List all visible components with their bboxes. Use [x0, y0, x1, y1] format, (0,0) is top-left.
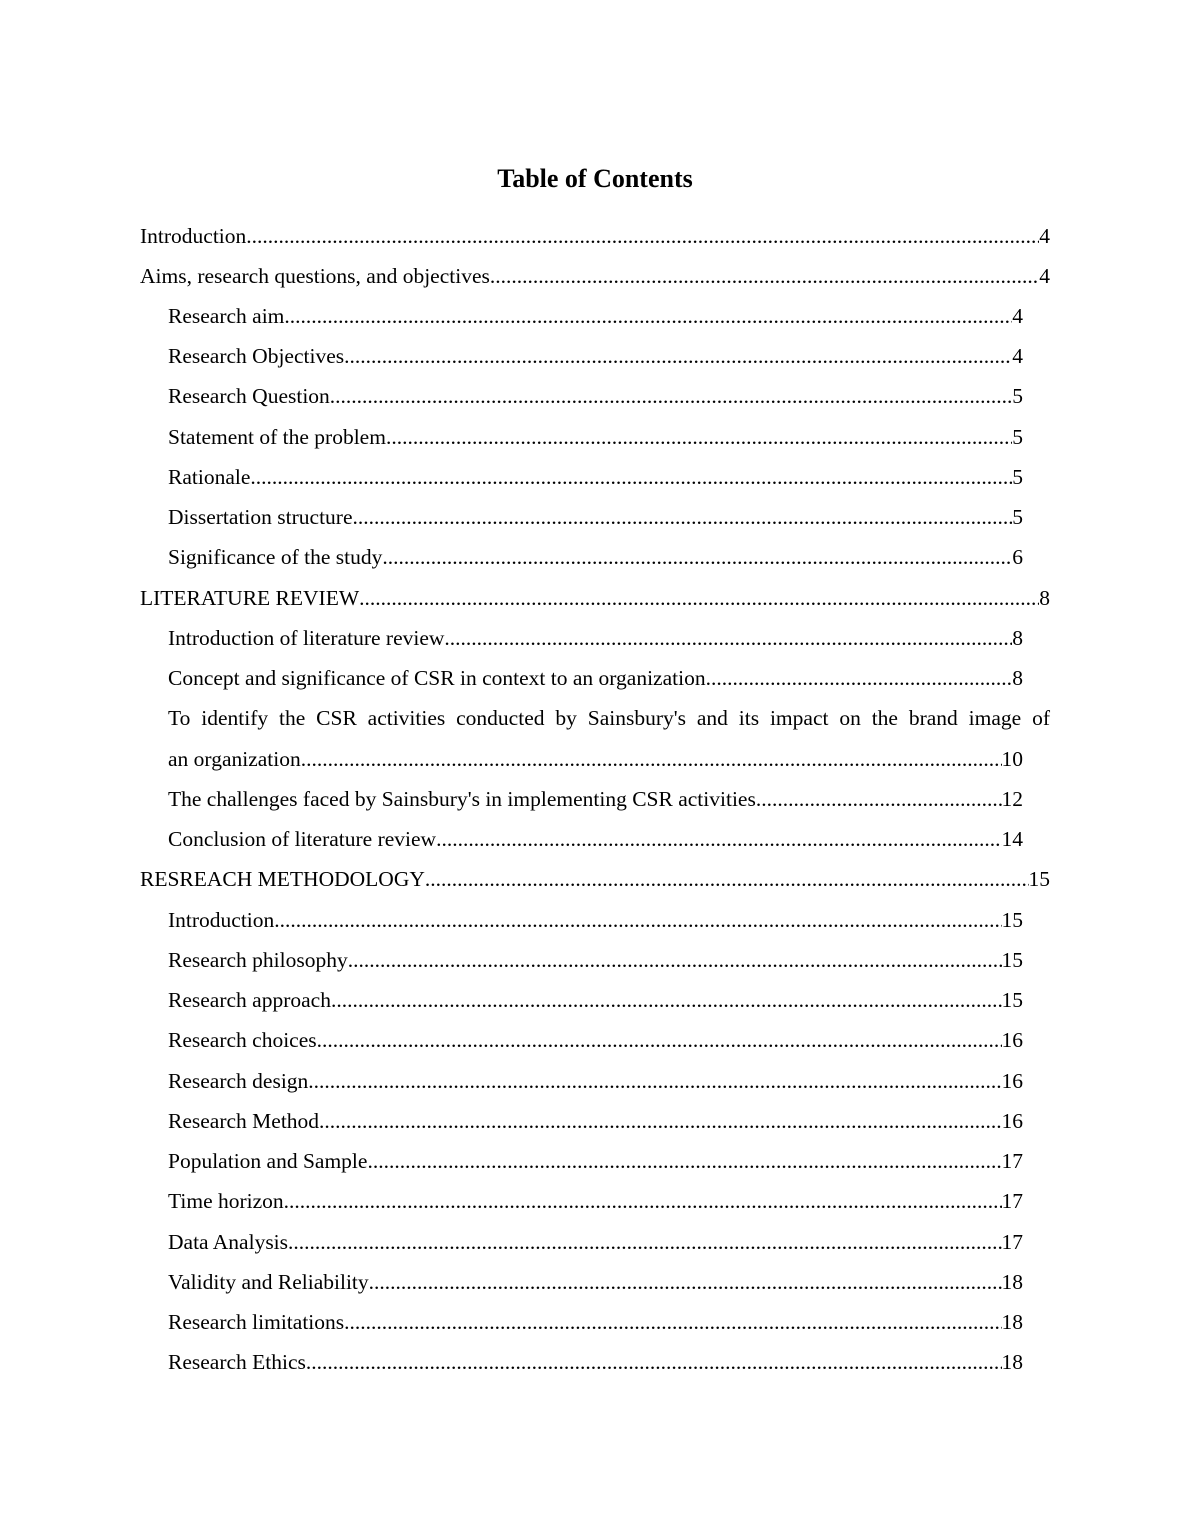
dot-leader — [367, 1141, 1001, 1181]
dot-leader — [330, 376, 1012, 416]
dot-leader — [382, 537, 1012, 577]
toc-entry-title: The challenges faced by Sainsbury's in implementing CSR activities — [168, 787, 756, 811]
toc-entry-title: LITERATURE REVIEW — [140, 586, 360, 610]
toc-entry-page: 18 — [1001, 1270, 1023, 1294]
toc-entry-page: 4 — [1012, 304, 1023, 328]
toc-entry-title: Research limitations — [168, 1310, 345, 1334]
toc-entry-conclusion-literature-review[interactable] — [168, 819, 1023, 859]
toc-entry-page: 5 — [1012, 384, 1023, 408]
toc-entry-time-horizon[interactable] — [168, 1181, 1023, 1221]
toc-entry-page: 15 — [1001, 948, 1023, 972]
toc-entry-csr-activities-line2[interactable] — [168, 739, 1023, 779]
toc-entry-csr-activities-line1[interactable]: To identify the CSR activities conducted by Sainsbury's and its impact on the brand image of — [168, 706, 1050, 730]
dot-leader — [425, 859, 1029, 899]
toc-entry-csr-challenges[interactable] — [168, 779, 1023, 819]
toc-entry-page: 6 — [1012, 545, 1023, 569]
toc-entry-title: Research Method — [168, 1109, 320, 1133]
dot-leader — [288, 1222, 1001, 1262]
page-title: Table of Contents — [497, 164, 693, 193]
toc-entry-aims[interactable] — [140, 256, 1050, 296]
dot-leader — [348, 940, 1002, 980]
toc-entry-research-approach[interactable] — [168, 980, 1023, 1020]
toc-entry-title: Research choices — [168, 1028, 317, 1052]
dot-leader — [344, 1302, 1001, 1342]
dot-leader — [436, 819, 1001, 859]
toc-entry-methodology-introduction[interactable] — [168, 900, 1023, 940]
toc-entry-dissertation-structure[interactable] — [168, 497, 1023, 537]
toc-entry-research-ethics[interactable] — [168, 1342, 1023, 1382]
toc-entry-significance[interactable] — [168, 537, 1023, 577]
toc-entry-title: Research design — [168, 1069, 309, 1093]
dot-leader — [319, 1101, 1001, 1141]
toc-entry-title: Research Question — [168, 384, 330, 408]
toc-entry-title: Research philosophy — [168, 948, 348, 972]
toc-entry-page: 10 — [1001, 747, 1023, 771]
toc-entry-title: Significance of the study — [168, 545, 383, 569]
toc-entry-page: 14 — [1001, 827, 1023, 851]
toc-entry-research-aim[interactable] — [168, 296, 1023, 336]
toc-entry-page: 8 — [1012, 666, 1023, 690]
toc-entry-page: 18 — [1001, 1310, 1023, 1334]
dot-leader — [284, 296, 1012, 336]
toc-entry-page: 16 — [1001, 1109, 1023, 1133]
toc-entry-page: 15 — [1001, 908, 1023, 932]
toc-entry-title: Statement of the problem — [168, 425, 386, 449]
toc-entry-page: 4 — [1012, 344, 1023, 368]
toc-entry-page: 5 — [1012, 505, 1023, 529]
dot-leader — [369, 1262, 1002, 1302]
dot-leader — [706, 658, 1013, 698]
toc-entry-data-analysis[interactable] — [168, 1222, 1023, 1262]
toc-entry-title: Research approach — [168, 988, 331, 1012]
toc-entry-csr-concept[interactable] — [168, 658, 1023, 698]
toc-entry-title: Data Analysis — [168, 1230, 289, 1254]
toc-entry-title: Aims, research questions, and objectives — [140, 264, 490, 288]
toc-entry-page: 16 — [1001, 1028, 1023, 1052]
dot-leader — [250, 457, 1012, 497]
dot-leader — [344, 336, 1012, 376]
toc-entry-page: 8 — [1039, 586, 1050, 610]
toc-entry-title: RESREACH METHODOLOGY — [140, 867, 425, 891]
toc-entry-research-design[interactable] — [168, 1061, 1023, 1101]
dot-leader — [386, 417, 1012, 457]
toc-entry-rationale[interactable] — [168, 457, 1023, 497]
dot-leader — [301, 739, 1002, 779]
dot-leader — [490, 256, 1039, 296]
toc-entry-validity-reliability[interactable] — [168, 1262, 1023, 1302]
toc-entry-title: Time horizon — [168, 1189, 284, 1213]
toc-entry-page: 12 — [1001, 787, 1023, 811]
dot-leader — [284, 1181, 1002, 1221]
toc-entry-research-choices[interactable] — [168, 1020, 1023, 1060]
toc-entry-title: Conclusion of literature review — [168, 827, 437, 851]
toc-entry-page: 17 — [1001, 1189, 1023, 1213]
toc-entry-page: 5 — [1012, 425, 1023, 449]
toc-entry-intro-literature-review[interactable] — [168, 618, 1023, 658]
toc-entry-title: Research Objectives — [168, 344, 345, 368]
toc-entry-page: 4 — [1039, 264, 1050, 288]
toc-entry-title: Introduction of literature review — [168, 626, 445, 650]
toc-entry-page: 8 — [1012, 626, 1023, 650]
toc-entry-title: Research aim — [168, 304, 285, 328]
dot-leader — [353, 497, 1013, 537]
toc-entry-research-question[interactable] — [168, 376, 1023, 416]
dot-leader — [306, 1342, 1002, 1382]
toc-entry-introduction[interactable] — [140, 216, 1050, 256]
dot-leader — [331, 980, 1002, 1020]
toc-entry-literature-review[interactable] — [140, 578, 1050, 618]
toc-entry-title: an organization — [168, 747, 301, 771]
dot-leader — [274, 900, 1001, 940]
toc-entry-title: Rationale — [168, 465, 251, 489]
toc-entry-title: Population and Sample — [168, 1149, 368, 1173]
toc-entry-title: Introduction — [168, 908, 275, 932]
toc-entry-research-limitations[interactable] — [168, 1302, 1023, 1342]
toc-entry-page: 15 — [1028, 867, 1050, 891]
dot-leader — [359, 578, 1039, 618]
dot-leader — [246, 216, 1039, 256]
toc-entry-page: 5 — [1012, 465, 1023, 489]
toc-entry-page: 4 — [1039, 224, 1050, 248]
dot-leader — [444, 618, 1012, 658]
dot-leader — [317, 1020, 1002, 1060]
toc-entry-research-objectives[interactable] — [168, 336, 1023, 376]
toc-entry-research-method[interactable] — [168, 1101, 1023, 1141]
dot-leader — [756, 779, 1002, 819]
toc-entry-research-philosophy[interactable] — [168, 940, 1023, 980]
toc-entry-title: Concept and significance of CSR in context to an organization — [168, 666, 706, 690]
toc-entry-page: 17 — [1001, 1230, 1023, 1254]
toc-entry-research-methodology[interactable] — [140, 859, 1050, 899]
toc-entry-title: Research Ethics — [168, 1350, 306, 1374]
toc-entry-page: 17 — [1001, 1149, 1023, 1173]
toc-entry-page: 15 — [1001, 988, 1023, 1012]
toc-entry-title: Validity and Reliability — [168, 1270, 369, 1294]
toc-entry-title: Introduction — [140, 224, 247, 248]
toc-entry-population-sample[interactable] — [168, 1141, 1023, 1181]
dot-leader — [308, 1061, 1001, 1101]
toc-entry-statement-of-problem[interactable] — [168, 417, 1023, 457]
toc-entry-title: Dissertation structure — [168, 505, 353, 529]
toc-entry-page: 18 — [1001, 1350, 1023, 1374]
toc-entry-page: 16 — [1001, 1069, 1023, 1093]
